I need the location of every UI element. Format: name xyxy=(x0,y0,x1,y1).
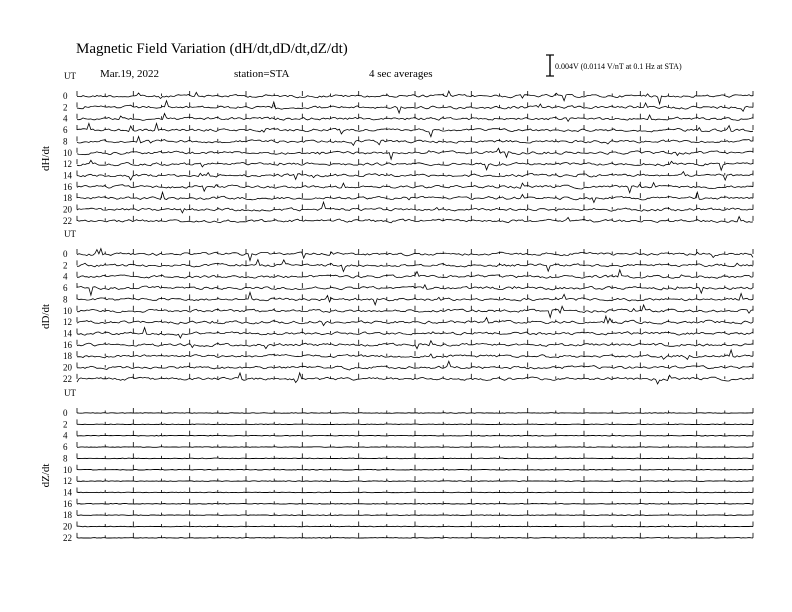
date-label: Mar.19, 2022 xyxy=(100,68,159,80)
panel-2 xyxy=(40,388,753,543)
hour-tick-label: 4 xyxy=(63,430,68,441)
hour-tick-label: 0 xyxy=(63,249,68,259)
row-ticks xyxy=(77,442,753,447)
hour-tick-label: 6 xyxy=(63,442,68,453)
hour-tick-label: 20 xyxy=(63,362,72,373)
hour-tick-label: 10 xyxy=(63,305,72,316)
ut-label: UT xyxy=(64,388,76,398)
row-ticks xyxy=(77,136,753,141)
row-ticks xyxy=(77,453,753,458)
hour-tick-label: 0 xyxy=(63,91,68,101)
component-label: dD/dt xyxy=(40,303,52,329)
hour-tick-label: 6 xyxy=(63,125,68,136)
hour-tick-label: 16 xyxy=(63,339,72,350)
hour-tick-label: 2 xyxy=(63,260,68,271)
row-ticks xyxy=(77,363,753,368)
hour-tick-label: 8 xyxy=(63,453,68,464)
row-ticks xyxy=(77,374,753,379)
hour-tick-label: 22 xyxy=(63,532,72,543)
component-label: dH/dt xyxy=(40,145,52,171)
row-ticks xyxy=(77,522,753,527)
hour-tick-label: 8 xyxy=(63,294,68,305)
hour-tick-label: 8 xyxy=(63,136,68,147)
panel-1 xyxy=(40,229,753,384)
row-ticks xyxy=(77,125,753,130)
row-ticks xyxy=(77,91,753,96)
row-ticks xyxy=(77,431,753,436)
hour-tick-label: 16 xyxy=(63,181,72,192)
row-ticks xyxy=(77,114,753,119)
hour-tick-label: 20 xyxy=(63,204,72,215)
row-ticks xyxy=(77,272,753,277)
row-ticks xyxy=(77,499,753,504)
hour-tick-label: 2 xyxy=(63,419,68,430)
component-label: dZ/dt xyxy=(40,463,52,488)
row-ticks xyxy=(77,510,753,515)
row-ticks xyxy=(77,533,753,538)
hour-tick-label: 14 xyxy=(63,487,72,498)
hour-tick-label: 12 xyxy=(63,476,72,487)
row-ticks xyxy=(77,170,753,175)
row-ticks xyxy=(77,182,753,187)
hour-tick-label: 18 xyxy=(63,510,72,521)
hour-tick-label: 4 xyxy=(63,113,68,124)
chart-header xyxy=(76,41,682,80)
row-ticks xyxy=(77,419,753,424)
averaging-label: 4 sec averages xyxy=(369,68,433,80)
hour-tick-label: 10 xyxy=(63,147,72,158)
row-ticks xyxy=(77,159,753,164)
row-ticks xyxy=(77,317,753,322)
hour-tick-label: 12 xyxy=(63,159,72,170)
hour-tick-label: 20 xyxy=(63,521,72,532)
hour-tick-label: 14 xyxy=(63,328,72,339)
hour-tick-label: 18 xyxy=(63,193,72,204)
ut-label: UT xyxy=(64,229,76,239)
row-ticks xyxy=(77,408,753,413)
hour-tick-label: 22 xyxy=(63,373,72,384)
hour-tick-label: 10 xyxy=(63,464,72,475)
panel-0 xyxy=(40,71,753,226)
hour-tick-label: 0 xyxy=(63,408,68,418)
hour-tick-label: 2 xyxy=(63,102,68,113)
row-ticks xyxy=(77,306,753,311)
hour-tick-label: 22 xyxy=(63,215,72,226)
hour-tick-label: 12 xyxy=(63,317,72,328)
row-ticks xyxy=(77,351,753,356)
ut-label: UT xyxy=(64,71,76,81)
row-ticks xyxy=(77,487,753,492)
hour-tick-label: 18 xyxy=(63,351,72,362)
hour-tick-label: 16 xyxy=(63,498,72,509)
station-label: station=STA xyxy=(234,68,290,80)
scale-bar xyxy=(546,55,682,76)
hour-tick-label: 4 xyxy=(63,271,68,282)
scale-bar-label: 0.004V (0.0114 V/nT at 0.1 Hz at STA) xyxy=(555,62,682,71)
hour-tick-label: 6 xyxy=(63,283,68,294)
row-ticks xyxy=(77,465,753,470)
hour-tick-label: 14 xyxy=(63,170,72,181)
panels xyxy=(40,71,753,543)
chart-title: Magnetic Field Variation (dH/dt,dD/dt,dZ/dt) xyxy=(76,41,348,57)
row-ticks xyxy=(77,205,753,210)
